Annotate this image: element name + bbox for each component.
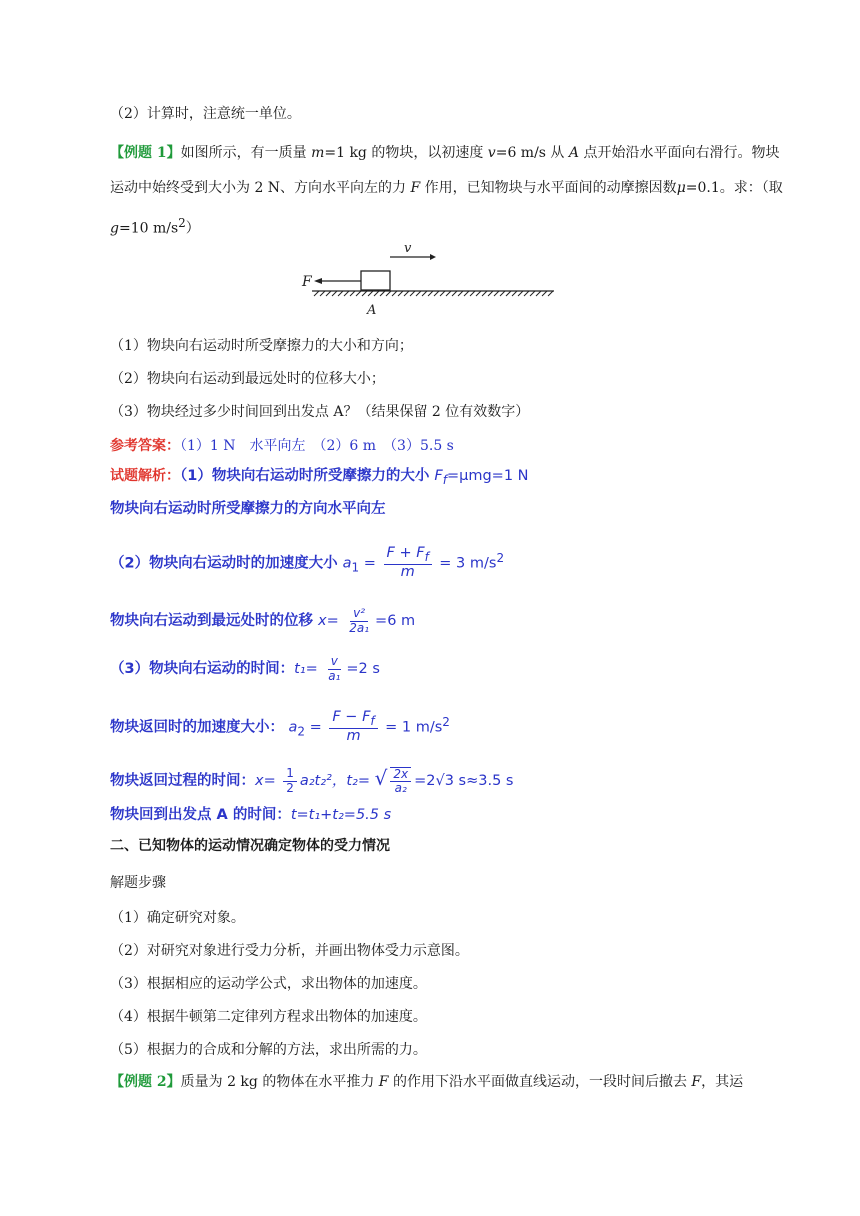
section-2-title: 二、已知物体的运动情况确定物体的受力情况 xyxy=(110,838,390,854)
step-1: （1）确定研究对象。 xyxy=(110,910,245,926)
solution-line-8: 物块回到出发点 A 的时间：t=t₁+t₂=5.5 s xyxy=(110,807,392,823)
block-diagram xyxy=(298,236,560,320)
steps-title: 解题步骤 xyxy=(110,875,166,891)
time-fraction-1: $\frac{v}{\text{a₁}}$ xyxy=(328,654,341,683)
question-2: （2）物块向右运动到最远处时的位移大小； xyxy=(110,371,385,387)
force-label: F xyxy=(302,274,312,290)
step-2: （2）对研究对象进行受力分析，并画出物体受力示意图。 xyxy=(110,943,469,959)
root-fraction: $\frac{2x}{\text{a₂}}$ xyxy=(390,767,411,795)
ground-hatch xyxy=(314,291,553,296)
solution-line-1: 试题解析：（1）物块向右运动时所受摩擦力的大小 $F_f=\mu mg=1$ N xyxy=(110,468,529,487)
half-fraction: $\frac{1}{2}$ xyxy=(283,767,297,794)
solution-line-6: 物块返回时的加速度大小： $a_2$ = $\frac{F - F_f}{m}$ = 1 $m/s^2$ xyxy=(110,709,450,745)
solution-line-5: （3）物块向右运动的时间：t₁= $\frac{v}{\text{a₁}}$ =2 s xyxy=(110,654,380,683)
question-1: （1）物块向右运动时所受摩擦力的大小和方向； xyxy=(110,338,413,354)
solution-line-3: （2）物块向右运动时的加速度大小 $a_1$ = $\frac{F + F_f}{m}$ = 3 $m/s^2$ xyxy=(110,545,505,581)
velocity-label: v xyxy=(404,241,412,256)
solution-label: 试题解析： xyxy=(110,468,180,484)
point-a-label: A xyxy=(367,303,377,318)
step-3: （3）根据相应的运动学公式，求出物体的加速度。 xyxy=(110,976,427,992)
answer-text: （1）1 N 水平向左 （2）6 m （3）5.5 s xyxy=(180,438,454,454)
step-4: （4）根据牛顿第二定律列方程求出物体的加速度。 xyxy=(110,1009,427,1025)
reference-answer xyxy=(110,436,454,456)
question-3: （3）物块经过多少时间回到出发点 A？（结果保留 2 位有效数字） xyxy=(110,404,530,420)
accel-fraction-1: $\frac{F + F_f}{m}$ xyxy=(384,546,432,581)
solution-line-4: 物块向右运动到最远处时的位移 x= $\frac{\text{v²}}{\text{2a₁}}$ =6 m xyxy=(110,606,416,635)
solution-line-2: 物块向右运动时所受摩擦力的方向水平向左 xyxy=(110,501,386,517)
step-5: （5）根据力的合成和分解的方法，求出所需的力。 xyxy=(110,1042,427,1058)
example2-tag: 【例题 2】 xyxy=(110,1074,181,1090)
example2-statement: 【例题 2】质量为 2 kg 的物体在水平推力 F 的作用下沿水平面做直线运动，一段时间后撤去 F，其运 xyxy=(110,1074,744,1090)
example1-statement: 【例题 1】如图所示，有一质量 m=1 kg 的物块，以初速度 v=6 m/s 从 A 点开始沿水平面向右滑行。物块运动中始终受到大小为 2 N、方向水平向左的力 F 作用，已知物块与水平面间的动摩擦因数μ=0.1。求：（取 g=10 $m/s^2$） xyxy=(110,145,783,237)
displacement-fraction: $\frac{\text{v²}}{\text{2a₁}}$ xyxy=(349,606,370,635)
solution-line-7: 物块返回过程的时间：x= $\frac{1}{2}$ a₂t₂²，t₂= √ $\frac{2x}{\text{a₂}}$ =2√3 s≈3.5 s xyxy=(110,766,514,795)
intro-note: （2）计算时，注意统一单位。 xyxy=(110,106,301,122)
answer-label: 参考答案： xyxy=(110,438,180,454)
accel-fraction-2: $\frac{F - F_f}{m}$ xyxy=(329,710,377,745)
example1-tag: 【例题 1】 xyxy=(110,145,181,161)
sqrt-icon: √ xyxy=(374,766,388,790)
